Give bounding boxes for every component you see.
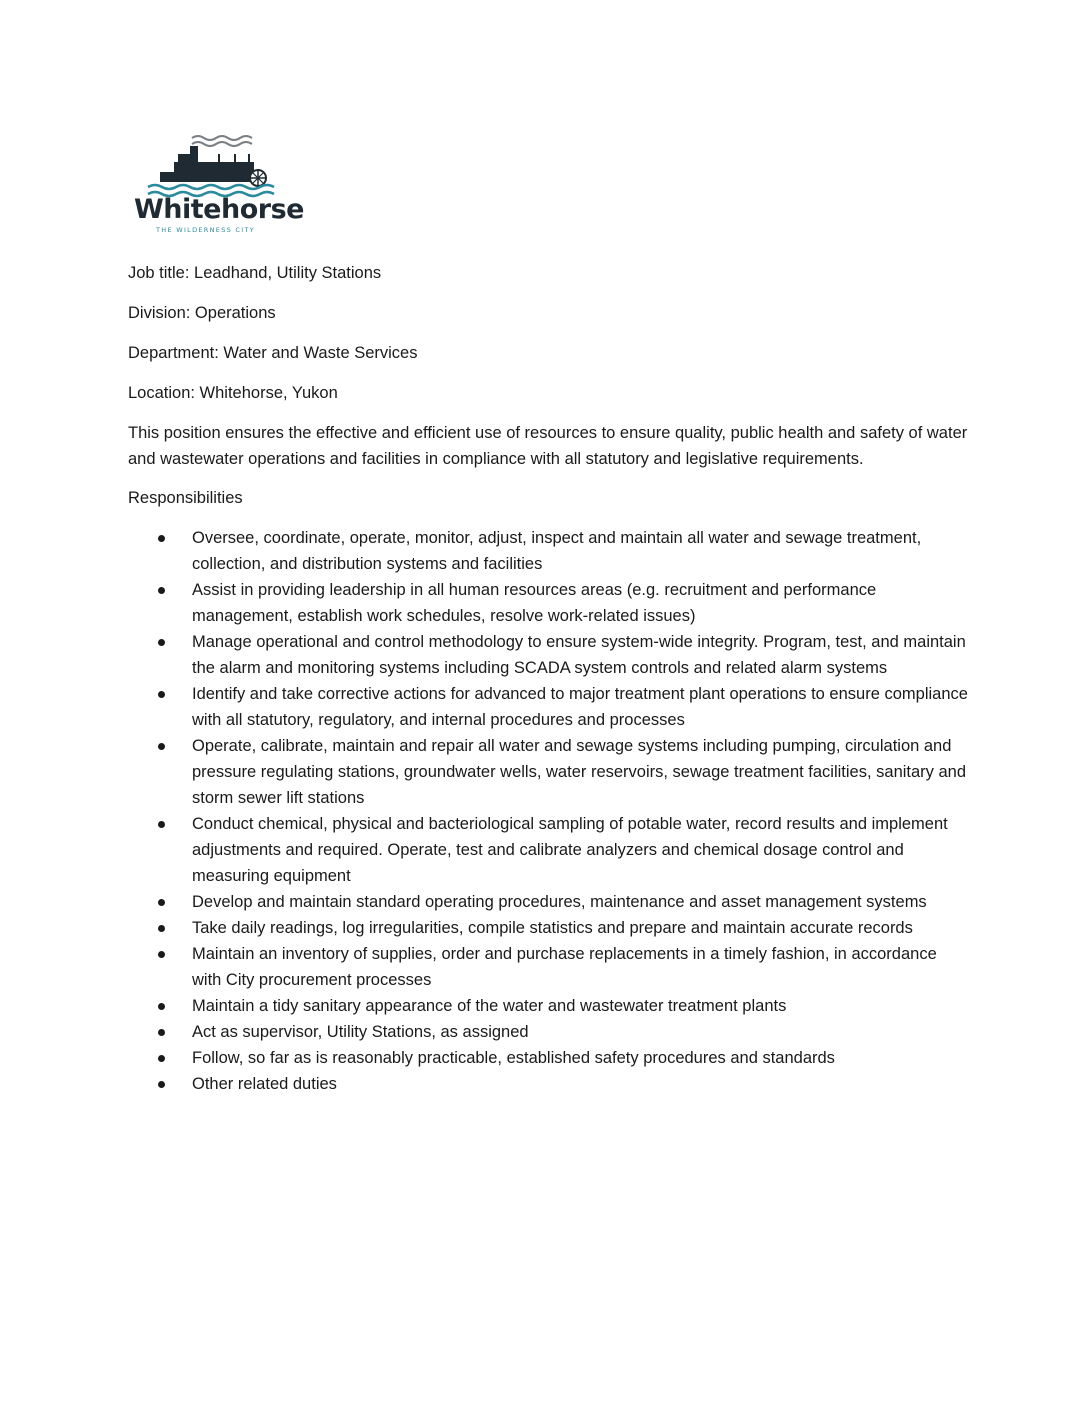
department: Department: Water and Waste Services <box>128 344 418 362</box>
division: Division: Operations <box>128 304 276 322</box>
list-item <box>128 889 968 915</box>
list-item-text: Manage operational and control methodology to ensure system-wide integrity. Program, test, and maintain the alarm and monitoring systems including SCADA system controls and related alarm systems <box>192 633 966 677</box>
list-item-text: Identify and take corrective actions for advanced to major treatment plant operations to ensure compliance with all statutory, regulatory, and internal procedures and processes <box>192 685 968 729</box>
sternwheeler-icon <box>130 132 292 202</box>
bullet-icon <box>158 1003 165 1010</box>
bullet-icon <box>158 743 165 750</box>
list-item <box>128 1045 968 1071</box>
job-posting <box>128 260 968 1097</box>
location: Location: Whitehorse, Yukon <box>128 384 338 402</box>
whitehorse-logo <box>130 132 304 240</box>
list-item <box>128 629 968 681</box>
list-item <box>128 993 968 1019</box>
responsibilities-heading: Responsibilities <box>128 489 243 507</box>
bullet-icon <box>158 925 165 932</box>
list-item <box>128 733 968 811</box>
job-title: Job title: Leadhand, Utility Stations <box>128 264 382 282</box>
list-item-text: Act as supervisor, Utility Stations, as assigned <box>192 1023 529 1041</box>
bullet-icon <box>158 535 165 542</box>
bullet-icon <box>158 1029 165 1036</box>
list-item-text: Assist in providing leadership in all human resources areas (e.g. recruitment and performance management, establish work schedules, resolve work-related issues) <box>192 581 877 625</box>
position-summary: This position ensures the effective and efficient use of resources to ensure quality, public health and safety of water and wastewater operations and facilities in compliance with all statutory and legislative requirements. <box>128 424 968 468</box>
list-item <box>128 681 968 733</box>
bullet-icon <box>158 639 165 646</box>
list-item <box>128 577 968 629</box>
bullet-icon <box>158 951 165 958</box>
list-item <box>128 1019 968 1045</box>
logo-tagline: THE WILDERNESS CITY <box>156 226 256 234</box>
list-item-text: Maintain a tidy sanitary appearance of the water and wastewater treatment plants <box>192 997 787 1015</box>
list-item-text: Develop and maintain standard operating procedures, maintenance and asset management systems <box>192 893 927 911</box>
list-item-text: Other related duties <box>192 1075 337 1093</box>
list-item <box>128 525 968 577</box>
list-item-text: Follow, so far as is reasonably practicable, established safety procedures and standards <box>192 1049 835 1067</box>
bullet-icon <box>158 899 165 906</box>
bullet-icon <box>158 821 165 828</box>
list-item-text: Conduct chemical, physical and bacteriological sampling of potable water, record results and implement adjustments and required. Operate, test and calibrate analyzers and chemical dosage control and measuring equipment <box>192 815 948 885</box>
list-item <box>128 1071 968 1097</box>
list-item-text: Maintain an inventory of supplies, order and purchase replacements in a timely fashion, in accordance with City procurement processes <box>192 945 937 989</box>
bullet-icon <box>158 1081 165 1088</box>
list-item-text: Take daily readings, log irregularities, compile statistics and prepare and maintain accurate records <box>192 919 913 937</box>
list-item <box>128 941 968 993</box>
logo-wordmark: Whitehorse <box>134 194 304 225</box>
bullet-icon <box>158 587 165 594</box>
responsibilities-list <box>128 525 968 1097</box>
list-item <box>128 915 968 941</box>
list-item-text: Oversee, coordinate, operate, monitor, adjust, inspect and maintain all water and sewage treatment, collection, and distribution systems and facilities <box>192 529 922 573</box>
bullet-icon <box>158 691 165 698</box>
list-item-text: Operate, calibrate, maintain and repair all water and sewage systems including pumping, circulation and pressure regulating stations, groundwater wells, water reservoirs, sewage treatment facilities, sanitary and storm sewer lift stations <box>192 737 967 807</box>
bullet-icon <box>158 1055 165 1062</box>
list-item <box>128 811 968 889</box>
